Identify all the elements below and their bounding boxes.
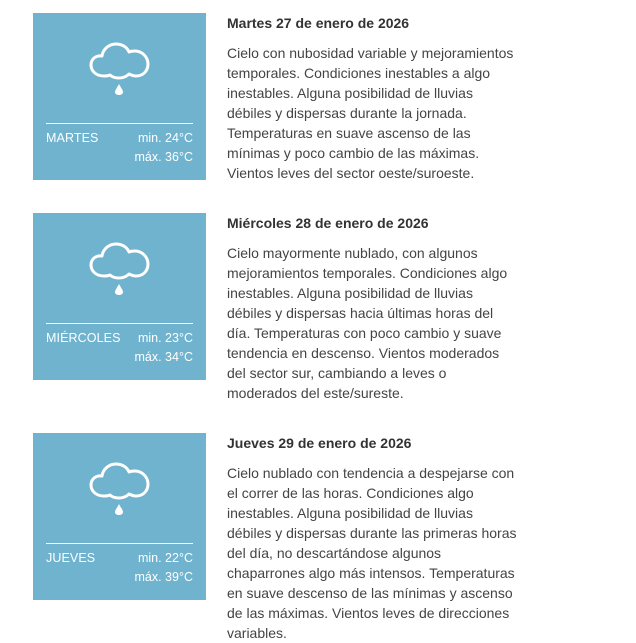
day-name: MARTES [46, 131, 99, 145]
cloud-rain-icon [86, 240, 154, 296]
weather-card [33, 213, 206, 380]
divider [46, 543, 193, 544]
forecast-text [227, 433, 517, 643]
max-temp: máx. 39°C [134, 570, 193, 584]
day-name: MIÉRCOLES [46, 331, 121, 345]
cloud-rain-icon [86, 40, 154, 96]
forecast-title: Miércoles 28 de enero de 2026 [227, 215, 429, 231]
forecast-text [227, 213, 517, 403]
forecast-text [227, 13, 517, 183]
min-temp: min. 22°C [137, 551, 193, 565]
forecast-title: Jueves 29 de enero de 2026 [227, 435, 412, 451]
min-temp: min. 23°C [137, 331, 193, 345]
min-temp: min. 24°C [137, 131, 193, 145]
weather-card [33, 13, 206, 180]
forecast-description: Cielo con nubosidad variable y mejoramientos temporales. Condiciones inestables a algo inestables. Alguna posibilidad de lluvias débiles y dispersas durante la jornada. Temperaturas en suave ascenso de las mínimas y poco cambio de las máximas. Vientos leves del sector oeste/suroeste. [227, 45, 514, 181]
forecast-description: Cielo nublado con tendencia a despejarse con el correr de las horas. Condiciones algo inestables. Alguna posibilidad de lluvias débiles y dispersas durante las primeras horas del día, no descartándose algunos chaparrones algo más intensos. Temperaturas en suave descenso de las mínimas y ascenso de las máximas. Vientos leves de direcciones variables. [227, 465, 517, 641]
day-name: JUEVES [46, 551, 96, 565]
max-temp: máx. 36°C [134, 150, 193, 164]
cloud-rain-icon [86, 460, 154, 516]
divider [46, 123, 193, 124]
forecast-title: Martes 27 de enero de 2026 [227, 15, 410, 31]
forecast-description: Cielo mayormente nublado, con algunos mejoramientos temporales. Condiciones algo inestables. Alguna posibilidad de lluvias débiles y dispersas hacia últimas horas del día. Temperaturas con poco cambio y suave tendencia en descenso. Vientos moderados del sector sur, cambiando a leves o moderados del este/sureste. [227, 245, 508, 401]
divider [46, 323, 193, 324]
max-temp: máx. 34°C [134, 350, 193, 364]
weather-card [33, 433, 206, 600]
